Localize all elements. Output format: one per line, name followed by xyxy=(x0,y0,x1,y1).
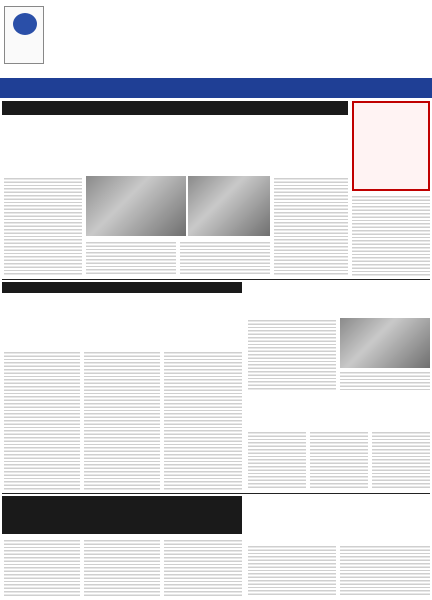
story2-column-2 xyxy=(84,350,160,490)
story2-kicker-band xyxy=(2,282,242,293)
story6-column-1 xyxy=(248,544,336,596)
story5-headline-2 xyxy=(6,515,238,532)
lead-column-4 xyxy=(274,176,348,276)
story4-headline-2 xyxy=(248,410,430,426)
lead-column-2 xyxy=(86,240,176,276)
lead-photo-1 xyxy=(86,176,186,236)
lead-photo-2 xyxy=(188,176,270,236)
story3-headline-2 xyxy=(248,298,430,314)
story6-headline-1 xyxy=(248,508,430,524)
lead-column-3 xyxy=(180,240,270,276)
story5-column-2 xyxy=(84,538,160,596)
lead-kicker-band xyxy=(2,101,348,115)
lead-headline-2 xyxy=(4,146,348,172)
masthead-title xyxy=(50,14,426,70)
story2-column-1 xyxy=(4,350,80,490)
story2-subhead xyxy=(4,338,242,348)
story6-headline-2 xyxy=(248,524,430,540)
side-column xyxy=(352,194,430,276)
story3-photo xyxy=(340,318,430,368)
story5-headline-1 xyxy=(6,498,238,515)
logo-box xyxy=(4,6,44,64)
story4-headline-1 xyxy=(248,394,430,410)
story2-headline-2 xyxy=(4,316,242,336)
story6-kicker xyxy=(248,496,430,506)
lead-headline-1 xyxy=(4,118,348,144)
story3-column-2 xyxy=(340,370,430,390)
masthead xyxy=(0,0,432,78)
story5-column-3 xyxy=(164,538,242,596)
story5-band xyxy=(2,496,242,534)
story4-column-1 xyxy=(248,430,306,490)
side-box xyxy=(352,101,430,191)
logo-icon xyxy=(13,13,37,35)
lead-column-1 xyxy=(4,176,82,276)
story4-column-2 xyxy=(310,430,368,490)
side-box-headline xyxy=(357,106,425,186)
story5-column-1 xyxy=(4,538,80,596)
info-strip xyxy=(0,78,432,98)
divider xyxy=(2,279,430,280)
story2-column-3 xyxy=(164,350,242,490)
story4-column-3 xyxy=(372,430,430,490)
story3-headline-1 xyxy=(248,282,430,298)
story3-column-1 xyxy=(248,318,336,390)
story2-headline-1 xyxy=(4,296,242,316)
divider-2 xyxy=(2,493,430,494)
story6-column-2 xyxy=(340,544,430,596)
